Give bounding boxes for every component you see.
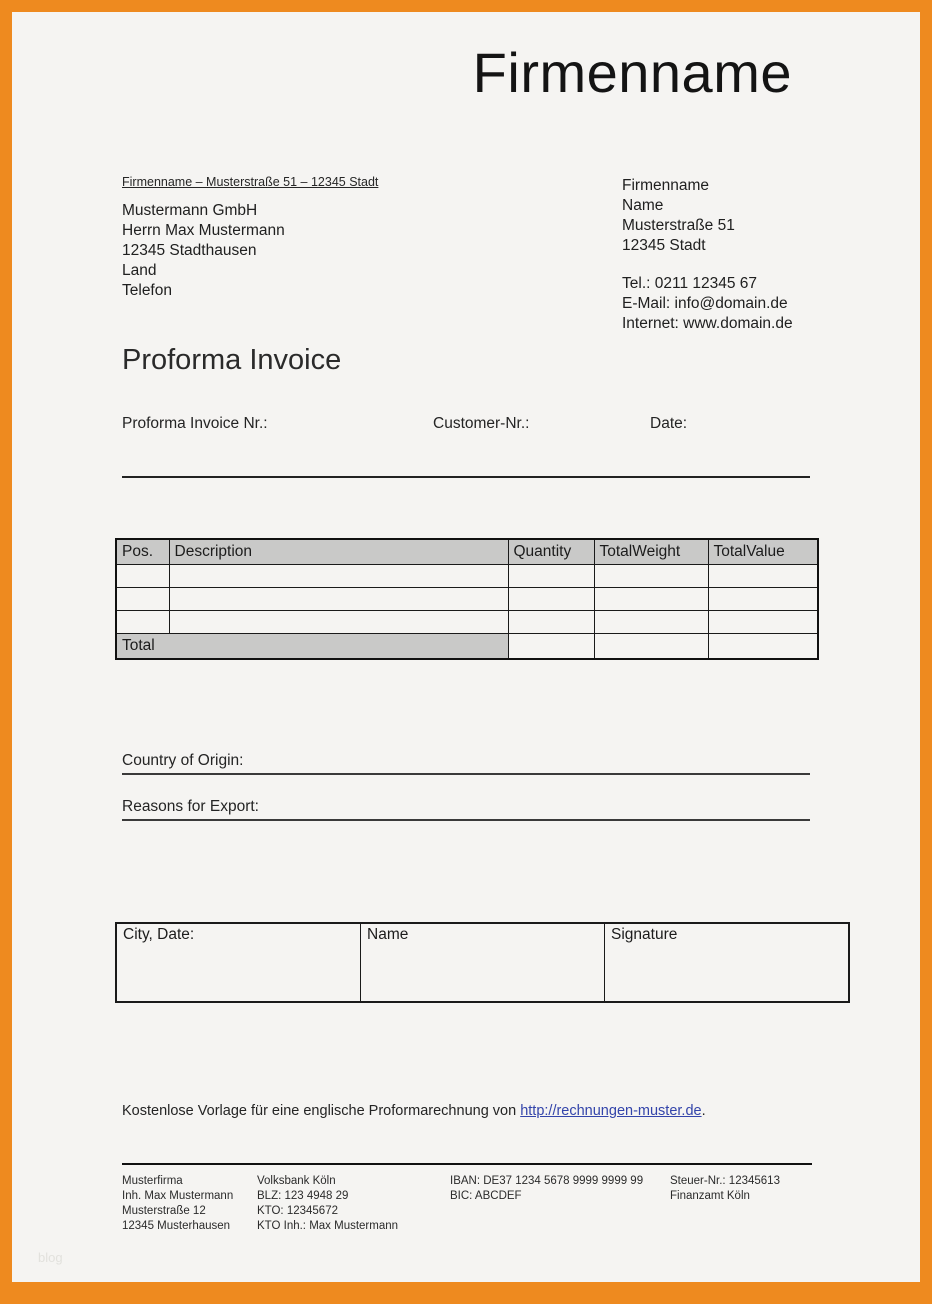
header-quantity: Quantity xyxy=(508,539,594,565)
empty-cell xyxy=(594,611,708,634)
company-website: Internet: www.domain.de xyxy=(622,315,793,332)
invoice-number-label: Proforma Invoice Nr.: xyxy=(122,415,268,432)
country-of-origin-field xyxy=(122,752,810,775)
company-email: E-Mail: info@domain.de xyxy=(622,295,788,312)
empty-cell xyxy=(116,565,169,588)
watermark-text: blog xyxy=(38,1250,63,1265)
empty-cell xyxy=(708,565,818,588)
footer-divider-line xyxy=(122,1163,812,1165)
empty-cell xyxy=(116,588,169,611)
total-label-cell: Total xyxy=(116,634,508,660)
reference-divider-line xyxy=(122,476,810,478)
table-row xyxy=(116,611,818,634)
company-info-block xyxy=(622,176,793,334)
recipient-line: 12345 Stadthausen xyxy=(122,242,257,259)
footer-line: Musterfirma xyxy=(122,1175,183,1187)
name-cell: Name xyxy=(361,923,605,1002)
header-pos: Pos. xyxy=(116,539,169,565)
total-quantity-cell xyxy=(508,634,594,660)
company-address-line: Firmenname xyxy=(622,177,709,194)
header-totalvalue: TotalValue xyxy=(708,539,818,565)
footer-bank-column xyxy=(257,1174,398,1234)
footer-line: BLZ: 123 4948 29 xyxy=(257,1190,349,1202)
footnote-text: Kostenlose Vorlage für eine englische Proformarechnung von xyxy=(122,1103,521,1119)
footer-line: Finanzamt Köln xyxy=(670,1190,750,1202)
invoice-reference-row xyxy=(122,415,822,433)
footer-line: Steuer-Nr.: 12345613 xyxy=(670,1175,780,1187)
items-table-header-row xyxy=(116,539,818,565)
signature-table xyxy=(115,922,850,1003)
empty-cell xyxy=(169,565,508,588)
empty-cell xyxy=(508,611,594,634)
rechnungen-muster-link[interactable]: http://rechnungen-muster.de xyxy=(520,1103,702,1119)
footer-line: BIC: ABCDEF xyxy=(450,1190,522,1202)
footnote-suffix: . xyxy=(701,1103,706,1119)
recipient-line: Herrn Max Mustermann xyxy=(122,222,285,239)
company-contact-block xyxy=(622,274,793,334)
header-description: Description xyxy=(169,539,508,565)
footer-line: Musterstraße 12 xyxy=(122,1205,206,1217)
empty-cell xyxy=(116,611,169,634)
sender-address-line: Firmenname – Musterstraße 51 – 12345 Stadt xyxy=(122,175,379,189)
empty-cell xyxy=(594,565,708,588)
signature-cell: Signature xyxy=(605,923,850,1002)
total-weight-cell xyxy=(594,634,708,660)
reasons-for-export-label: Reasons for Export: xyxy=(122,798,259,815)
recipient-address-block xyxy=(122,201,285,301)
signature-row xyxy=(116,923,849,1002)
footnote xyxy=(122,1103,706,1119)
footer-iban-column xyxy=(450,1174,643,1204)
items-table xyxy=(115,538,819,660)
table-row xyxy=(116,588,818,611)
country-of-origin-label: Country of Origin: xyxy=(122,752,244,769)
empty-cell xyxy=(169,588,508,611)
empty-cell xyxy=(169,611,508,634)
footer-company-column xyxy=(122,1174,233,1234)
table-row xyxy=(116,565,818,588)
footer-line: Inh. Max Mustermann xyxy=(122,1190,234,1202)
footer-line: 12345 Musterhausen xyxy=(122,1220,231,1232)
footer-line: KTO Inh.: Max Mustermann xyxy=(257,1220,399,1232)
empty-cell xyxy=(508,588,594,611)
customer-number-label: Customer-Nr.: xyxy=(433,415,530,432)
empty-cell xyxy=(708,611,818,634)
recipient-line: Telefon xyxy=(122,282,172,299)
company-phone: Tel.: 0211 12345 67 xyxy=(622,275,758,292)
recipient-line: Mustermann GmbH xyxy=(122,202,258,219)
footer-tax-column xyxy=(670,1174,780,1204)
empty-cell xyxy=(508,565,594,588)
company-address-line: 12345 Stadt xyxy=(622,237,706,254)
recipient-line: Land xyxy=(122,262,157,279)
company-address-line: Name xyxy=(622,197,664,214)
total-value-cell xyxy=(708,634,818,660)
invoice-heading: Proforma Invoice xyxy=(122,344,342,376)
items-table-total-row xyxy=(116,634,818,660)
empty-cell xyxy=(708,588,818,611)
date-label: Date: xyxy=(650,415,688,432)
empty-cell xyxy=(594,588,708,611)
page-title: Firmenname xyxy=(472,41,792,104)
city-date-cell: City, Date: xyxy=(116,923,361,1002)
header-totalweight: TotalWeight xyxy=(594,539,708,565)
company-address-line: Musterstraße 51 xyxy=(622,217,735,234)
footer-line: IBAN: DE37 1234 5678 9999 9999 99 xyxy=(450,1175,644,1187)
footer-line: Volksbank Köln xyxy=(257,1175,336,1187)
reasons-for-export-field xyxy=(122,798,810,821)
footer-line: KTO: 12345672 xyxy=(257,1205,338,1217)
